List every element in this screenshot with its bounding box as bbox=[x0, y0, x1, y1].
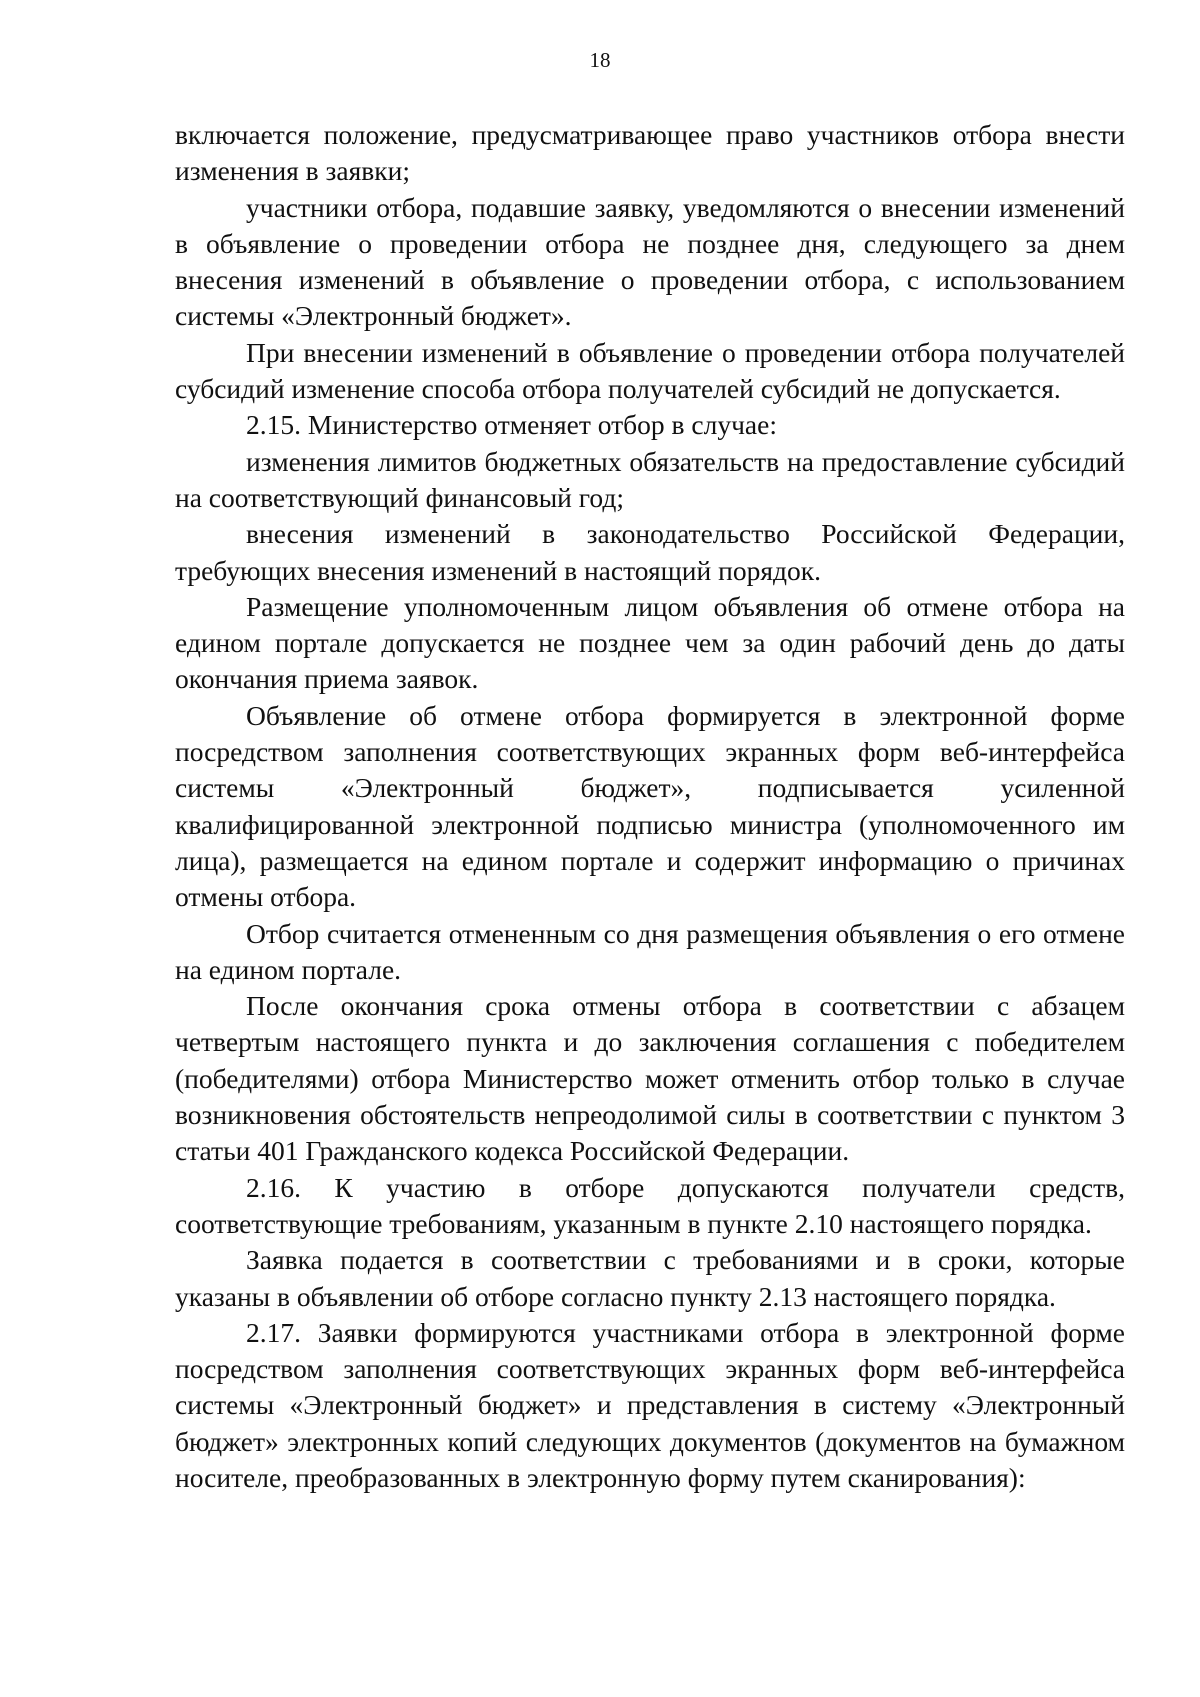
paragraph-legislation-change: внесения изменений в законодательство Российской Федерации, требующих внесения изменений в настоящий порядок. bbox=[175, 518, 1125, 586]
paragraph-cancellation-form: Объявление об отмене отбора формируется в электронной форме посредством заполнения соответствующих экранных форм веб-интерфейса системы «Электронный бюджет», подписывается усиленной квалифицированной электронной подписью министра (уполномоченного им лица), размещается на едином портале и содержит информацию о причинах отмены отбора. bbox=[175, 699, 1125, 913]
paragraph-cancelled-date: Отбор считается отмененным со дня размещения объявления о его отмене на едином портале. bbox=[175, 917, 1125, 985]
paragraph-no-method-change: При внесении изменений в объявление о проведении отбора получателей субсидий изменение способа отбора получателей субсидий не допускается. bbox=[175, 336, 1125, 405]
document-body bbox=[175, 117, 1125, 1496]
paragraph-cancellation-placement: Размещение уполномоченным лицом объявления об отмене отбора на едином портале допускается не позднее чем за один рабочий день до даты окончания приема заявок. bbox=[175, 590, 1125, 695]
paragraph-2-16: 2.16. К участию в отборе допускаются получатели средств, соответствующие требованиям, указанным в пункте 2.10 настоящего порядка. bbox=[175, 1171, 1125, 1239]
paragraph-limits-change: изменения лимитов бюджетных обязательств на предоставление субсидий на соответствующий финансовый год; bbox=[175, 445, 1125, 513]
paragraph-2-17: 2.17. Заявки формируются участниками отбора в электронной форме посредством заполнения соответствующих экранных форм веб-интерфейса системы «Электронный бюджет» и представления в систему «Электронный бюджет» электронных копий следующих документов (документов на бумажном носителе, преобразованных в электронную форму путем сканирования): bbox=[175, 1316, 1125, 1493]
paragraph-notification: участники отбора, подавшие заявку, уведомляются о внесении изменений в объявление о проведении отбора не позднее дня, следующего за днем внесения изменений в объявление о проведении отбора, с использованием системы «Электронный бюджет». bbox=[175, 191, 1125, 332]
paragraph-application-terms: Заявка подается в соответствии с требованиями и в сроки, которые указаны в объявлении об отборе согласно пункту 2.13 настоящего порядка. bbox=[175, 1244, 1125, 1312]
paragraph-2-15: 2.15. Министерство отменяет отбор в случае: bbox=[246, 409, 777, 441]
page-number: 18 bbox=[589, 48, 611, 72]
paragraph-continuation: включается положение, предусматривающее право участников отбора внести изменения в заявки; bbox=[175, 119, 1125, 187]
paragraph-force-majeure: После окончания срока отмены отбора в соответствии с абзацем четвертым настоящего пункта и до заключения соглашения с победителем (победителями) отбора Министерство может отменить отбор только в случае возникновения обстоятельств непреодолимой силы в соответствии с пунктом 3 статьи 401 Гражданского кодекса Российской Федерации. bbox=[175, 990, 1125, 1167]
